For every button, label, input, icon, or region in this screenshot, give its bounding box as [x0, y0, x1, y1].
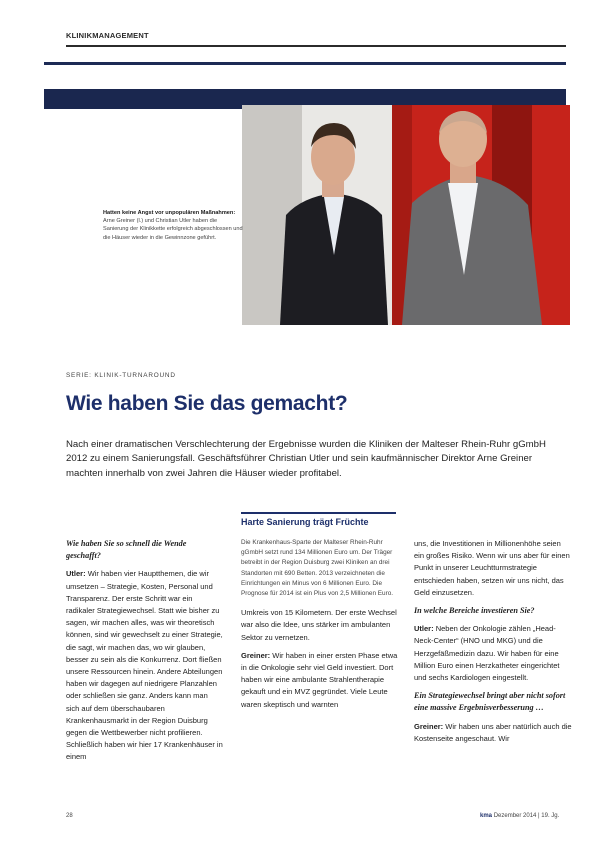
- answer-4-text: Wir haben uns aber natürlich auch die Kostenseite angeschaut. Wir: [414, 721, 572, 743]
- speaker-greiner: Greiner:: [241, 650, 271, 660]
- portrait-illustration: [242, 105, 570, 325]
- speaker-greiner-2: Greiner:: [414, 721, 444, 731]
- answer-1-continued: Umkreis von 15 Kilometern. Der erste Wechsel war also die Idee, uns stärker im ambulanten Sektor zu vernetzen.: [241, 608, 397, 642]
- answer-3: [414, 623, 572, 684]
- column-2: [241, 538, 398, 826]
- section-label: KLINIKMANAGEMENT: [66, 31, 149, 40]
- question-3: Ein Strategiewechsel bringt aber nicht sofort eine massive Ergebnisverbesserung …: [414, 691, 566, 713]
- question-1: Wie haben Sie so schnell die Wende geschafft?: [66, 539, 187, 561]
- caption-text: Arne Greiner (l.) und Christian Utler haben die Sanierung der Klinikkette erfolgreich abgeschlossen und die Häuser wieder in die Gewinnzone geführt.: [103, 218, 243, 241]
- header-band-top: [44, 62, 566, 65]
- footer-publication: [480, 813, 559, 819]
- series-label: SERIE: KLINIK-TURNAROUND: [66, 372, 176, 379]
- speaker-utler-2: Utler:: [414, 624, 434, 634]
- page-number: 28: [66, 813, 73, 819]
- magazine-name: kma: [480, 813, 493, 819]
- issue-info: Dezember 2014 | 19. Jg.: [493, 813, 560, 819]
- column-3: [414, 538, 572, 826]
- photo-caption: [103, 209, 243, 242]
- info-box-text: Die Krankenhaus-Sparte der Malteser Rhein-Ruhr gGmbH setzt rund 134 Millionen Euro um. Der Träger betreibt in der Region Duisburg zwei Kliniken an drei Standorten mit 690 Betten. 2013 verzeichneten die Einrichtungen ein Minus von 6 Millionen Euro. Die Prognose für 2014 ist ein Plus von 2,5 Millionen Euro.: [241, 539, 394, 598]
- headline: Wie haben Sie das gemacht?: [66, 392, 348, 415]
- answer-2-text: Wir haben in einer ersten Phase etwa in die Onkologie sehr viel Geld investiert. Dort haben wir eine ambulante Strahlentherapie gekauft und ein MVZ gegründet. Viele Leute waren skeptisch und warnten: [241, 650, 398, 709]
- caption-lead: Hatten keine Angst vor unpopulären Maßnahmen:: [103, 210, 236, 216]
- answer-4: [414, 721, 572, 745]
- column-1: [66, 538, 223, 826]
- answer-3-text: Neben der Onkologie zählen „Head-Neck-Center“ (HNO und MKG) und die Herzgefäßmedizin dazu. Wir haben für eine Million Euro einen Herzkatheter eingerichtet und sechs Kardiologen eingestellt.: [414, 624, 560, 683]
- answer-2-continued: uns, die Investitionen in Millionenhöhe seien ein großes Risiko. Wenn wir uns aber für einen Punkt in unserer Leuchtturmstrategie entschieden haben, setzen wir uns nicht, das Geld einzusetzen.: [414, 539, 570, 597]
- portrait-photo: [242, 105, 570, 325]
- header-rule: [66, 45, 566, 47]
- speaker-utler: Utler:: [66, 569, 86, 579]
- answer-1-text: Wir haben vier Hauptthemen, die wir umsetzen – Strategie, Kosten, Personal und Transparenz. Der erste Schritt war ein radikaler Strategiewechsel. Statt wie bisher zu sagen, wir machen alles, was wir theoretisch können, sind wir gewechselt zu einer Strategie, die sagt, wir machen das, wo wir glauben, besser zu sein als die Konkurrenz. Dort fließen unsere Ressourcen hinein. Andere Abteilungen haben wir dagegen auf niedrigere Planzahlen oder schließen sie ganz. Anders kann man sich auf dem überschaubaren Krankenhausmarkt in der Region Duisburg gegen die Wettbewerber nicht profilieren. Schließlich haben wir hier 17 Krankenhäuser in einem: [66, 569, 223, 762]
- answer-1: [66, 568, 223, 763]
- info-box-title: Harte Sanierung trägt Früchte: [241, 512, 396, 527]
- answer-2: [241, 650, 398, 711]
- intro-paragraph: Nach einer dramatischen Verschlechterung der Ergebnisse wurden die Kliniken der Malteser Rhein-Ruhr gGmbH 2012 zu einem Sanierungsfall. Geschäftsführer Christian Utler und sein kaufmännischer Direktor Arne Greiner machten innerhalb von zwei Jahren die Häuser wieder profitabel.: [66, 439, 546, 479]
- question-2: In welche Bereiche investieren Sie?: [414, 606, 535, 616]
